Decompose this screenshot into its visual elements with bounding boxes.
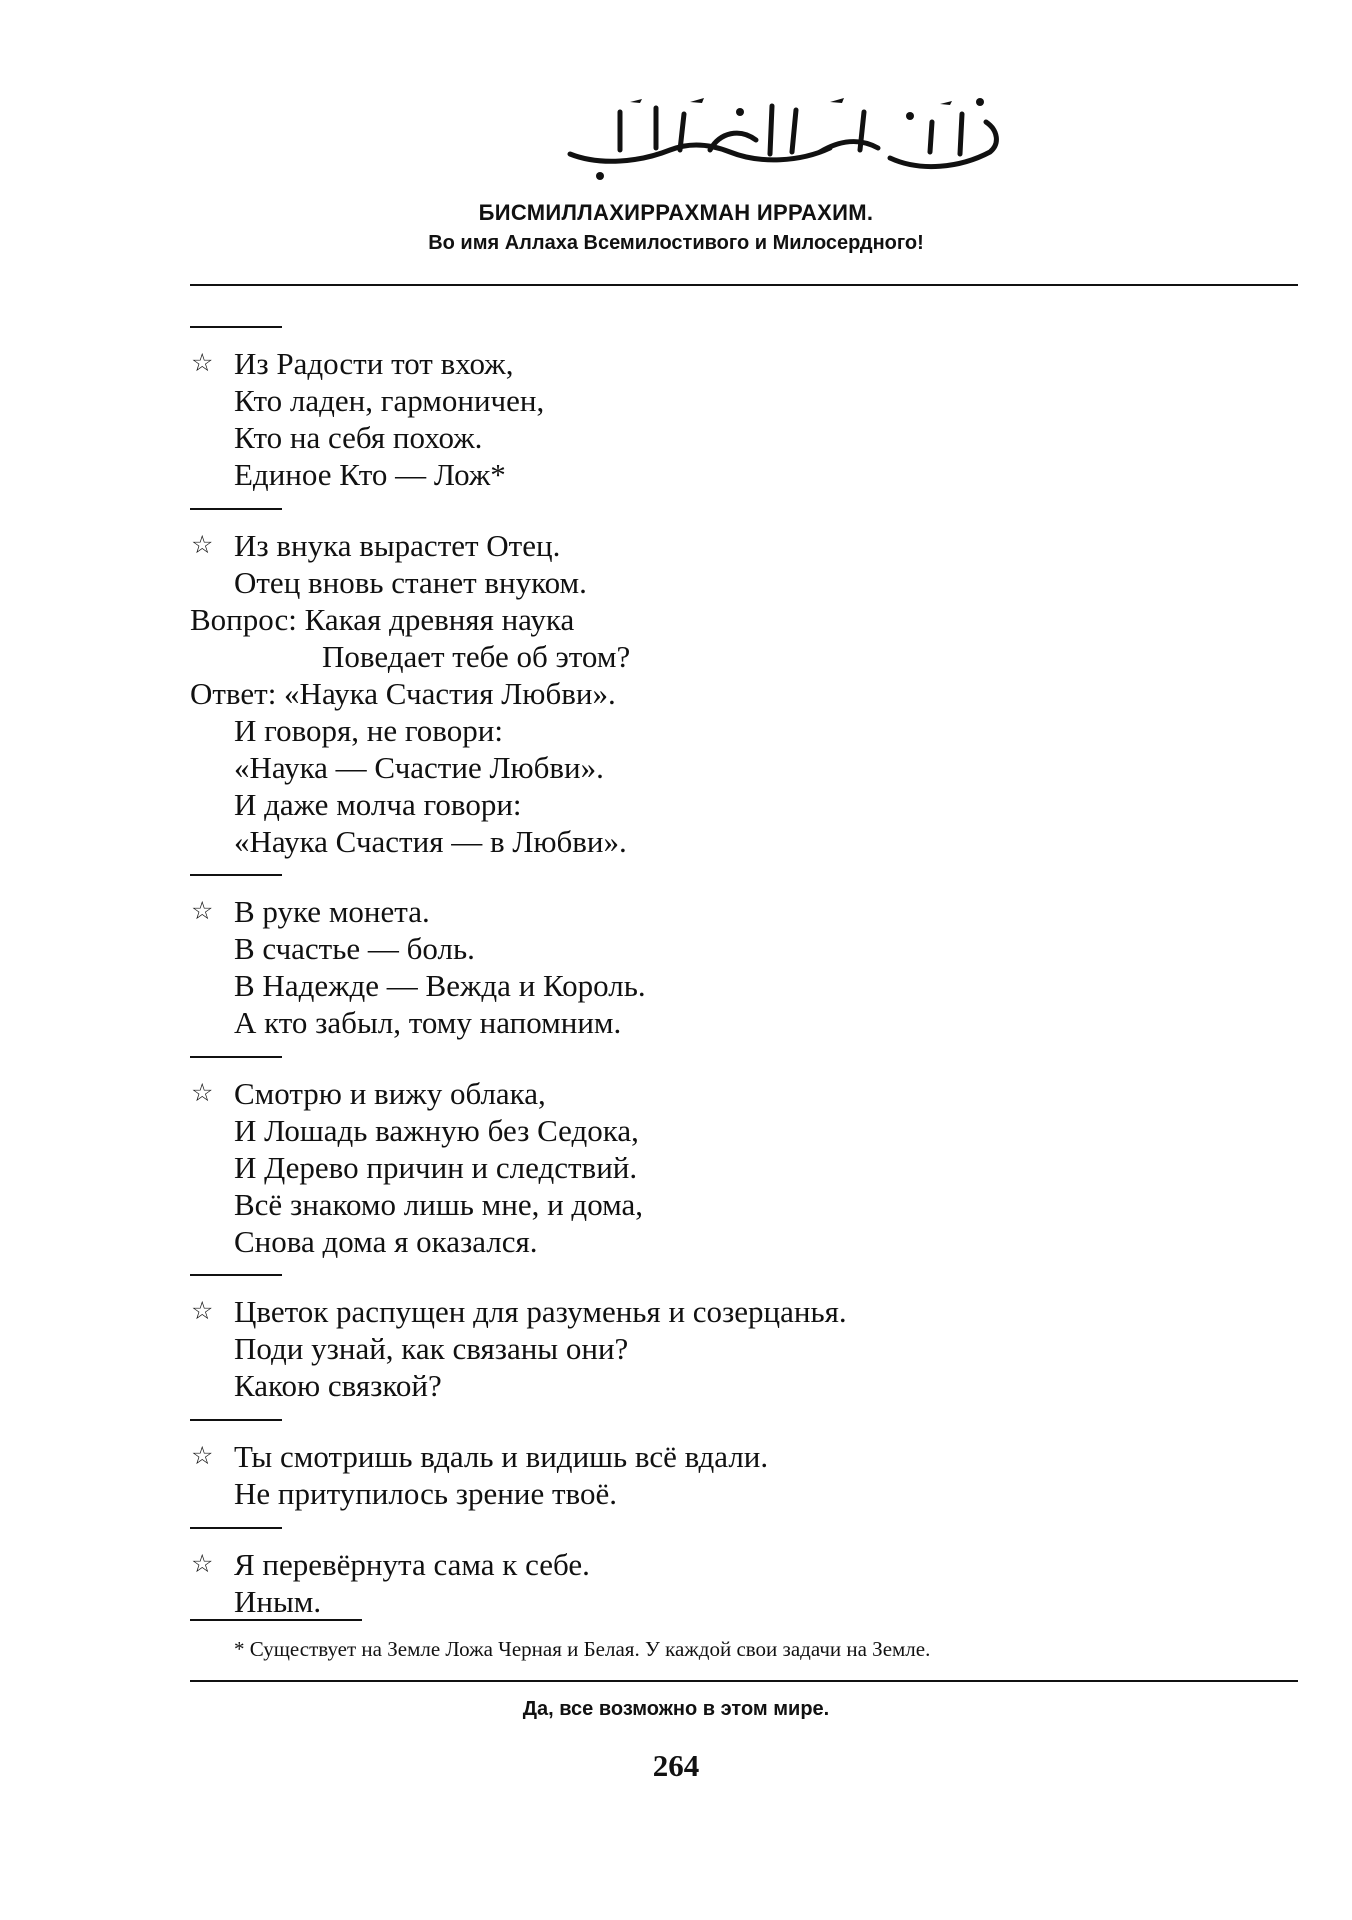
poem-line: Вопрос: Какая древняя наука: [190, 602, 575, 637]
star-icon: ☆: [191, 1080, 214, 1107]
poem-line: Поведает тебе об этом?: [322, 639, 631, 674]
poem-line: В руке монета.: [234, 894, 430, 929]
footnote: * Существует на Земле Ложа Черная и Белая. У каждой свои задачи на Земле.: [234, 1637, 931, 1661]
poem-line: Ты смотришь вдаль и видишь всё вдали.: [234, 1439, 769, 1474]
stanza-divider: [190, 1274, 282, 1276]
star-icon: ☆: [191, 350, 214, 377]
poem-line: Всё знакомо лишь мне, и дома,: [234, 1187, 644, 1222]
stanza-divider: [190, 326, 282, 328]
stanza-divider: [190, 508, 282, 510]
calligraphy-logo-icon: [560, 92, 1010, 188]
poem-line: И говоря, не говори:: [234, 713, 503, 748]
poem-line: Не притупилось зрение твоё.: [234, 1476, 617, 1511]
poem-line: В Надежде — Вежда и Король.: [234, 968, 646, 1003]
poem-line: Какою связкой?: [234, 1368, 442, 1403]
poem-line: И Лошадь важную без Седока,: [234, 1113, 639, 1148]
header-title: БИСМИЛЛАХИРРАХМАН ИРРАХИМ.: [478, 200, 874, 225]
footnote-divider: [190, 1619, 362, 1621]
header-subtitle: Во имя Аллаха Всемилостивого и Милосердного!: [428, 232, 924, 254]
poem-line: Цветок распущен для разуменья и созерцанья.: [234, 1294, 847, 1329]
header-divider: [190, 284, 1298, 286]
poem-line: В счастье — боль.: [234, 931, 475, 966]
star-icon: ☆: [191, 1443, 214, 1470]
poem-line: Отец вновь станет внуком.: [234, 565, 587, 600]
poem-line: Я перевёрнута сама к себе.: [234, 1547, 590, 1582]
poem-line: «Наука — Счастие Любви».: [234, 750, 604, 785]
stanza-divider: [190, 1527, 282, 1529]
poem-line: Из Радости тот вхож,: [234, 346, 514, 381]
stanza-divider: [190, 1056, 282, 1058]
star-icon: ☆: [191, 532, 214, 559]
star-icon: ☆: [191, 1551, 214, 1578]
poem-line: И Дерево причин и следствий.: [234, 1150, 638, 1185]
poem-line: Из внука вырастет Отец.: [234, 528, 561, 563]
poem-line: И даже молча говори:: [234, 787, 522, 822]
footer-text: Да, все возможно в этом мире.: [522, 1698, 830, 1720]
footer-divider: [190, 1680, 1298, 1682]
poem-line: «Наука Счастия — в Любви».: [234, 824, 627, 859]
poem-line: Поди узнай, как связаны они?: [234, 1331, 629, 1366]
stanza-divider: [190, 874, 282, 876]
page-number: 264: [652, 1748, 700, 1783]
bismillah-calligraphy: [560, 92, 1010, 188]
poem-line: Снова дома я оказался.: [234, 1224, 538, 1259]
poem-line: Смотрю и вижу облака,: [234, 1076, 546, 1111]
stanza-divider: [190, 1419, 282, 1421]
poem-line: Иным.: [234, 1584, 322, 1619]
poem-line: Единое Кто — Лож*: [234, 457, 506, 492]
poem-line: А кто забыл, тому напомним.: [234, 1005, 622, 1040]
poem-line: Ответ: «Наука Счастия Любви».: [190, 676, 616, 711]
star-icon: ☆: [191, 1298, 214, 1325]
poem-line: Кто на себя похож.: [234, 420, 483, 455]
poem-line: Кто ладен, гармоничен,: [234, 383, 545, 418]
star-icon: ☆: [191, 898, 214, 925]
